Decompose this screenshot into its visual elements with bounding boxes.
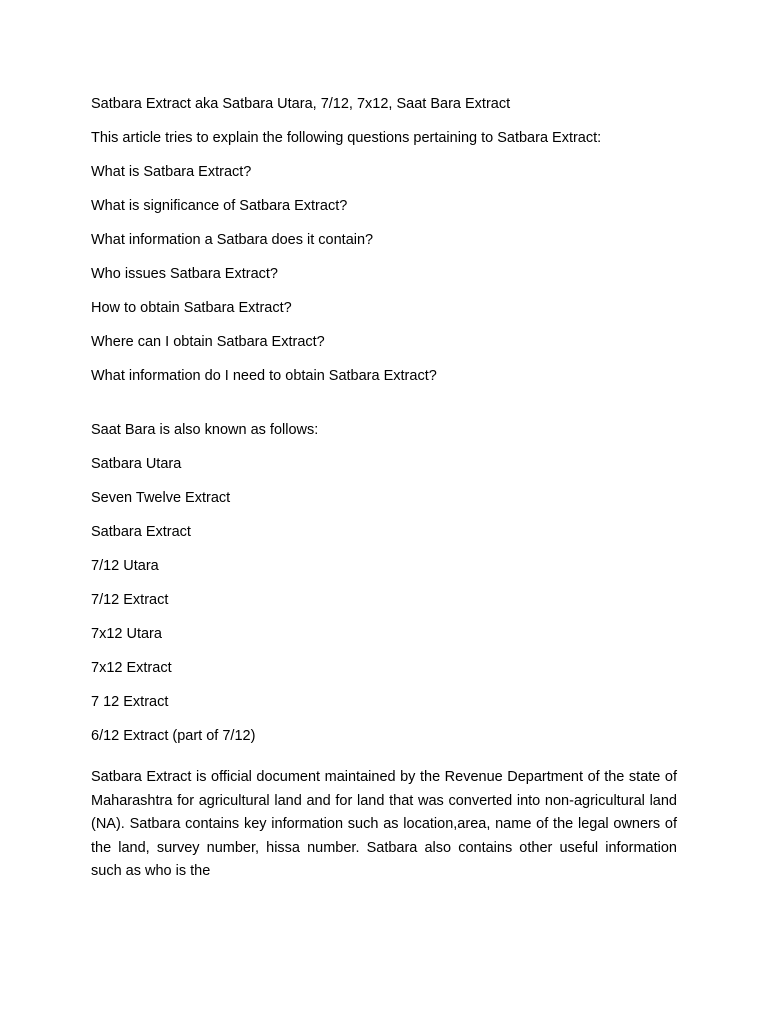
- blank-line: [91, 400, 677, 420]
- question-item: What is significance of Satbara Extract?: [91, 198, 348, 214]
- aka-item: 6/12 Extract (part of 7/12): [91, 728, 256, 744]
- question-item: What information a Satbara does it contain?: [91, 232, 374, 248]
- question-item: What information do I need to obtain Satbara Extract?: [91, 368, 437, 384]
- aka-item: 7/12 Utara: [91, 558, 159, 574]
- aka-item: 7/12 Extract: [91, 592, 169, 608]
- aka-heading: Saat Bara is also known as follows:: [91, 422, 319, 438]
- aka-item: Satbara Utara: [91, 456, 182, 472]
- question-item: Where can I obtain Satbara Extract?: [91, 334, 325, 350]
- aka-item: 7 12 Extract: [91, 694, 169, 710]
- body-paragraph: Satbara Extract is official document maintained by the Revenue Department of the state of Maharashtra for agricultural land and for land that was converted into non-agricultural land (NA). Satbara contains key information such as location,area, name of the legal owners of the land, survey number, hissa number. Satbara also contains other useful information such as who is the: [91, 769, 677, 880]
- question-item: What is Satbara Extract?: [91, 164, 252, 180]
- aka-item: Seven Twelve Extract: [91, 490, 231, 506]
- intro-text: This article tries to explain the following questions pertaining to Satbara Extract:: [91, 130, 602, 146]
- aka-item: 7x12 Utara: [91, 626, 162, 642]
- document-page: [91, 94, 677, 884]
- question-item: Who issues Satbara Extract?: [91, 266, 278, 282]
- aka-item: 7x12 Extract: [91, 660, 172, 676]
- question-item: How to obtain Satbara Extract?: [91, 300, 292, 316]
- aka-item: Satbara Extract: [91, 524, 191, 540]
- document-title: Satbara Extract aka Satbara Utara, 7/12, 7x12, Saat Bara Extract: [91, 96, 511, 112]
